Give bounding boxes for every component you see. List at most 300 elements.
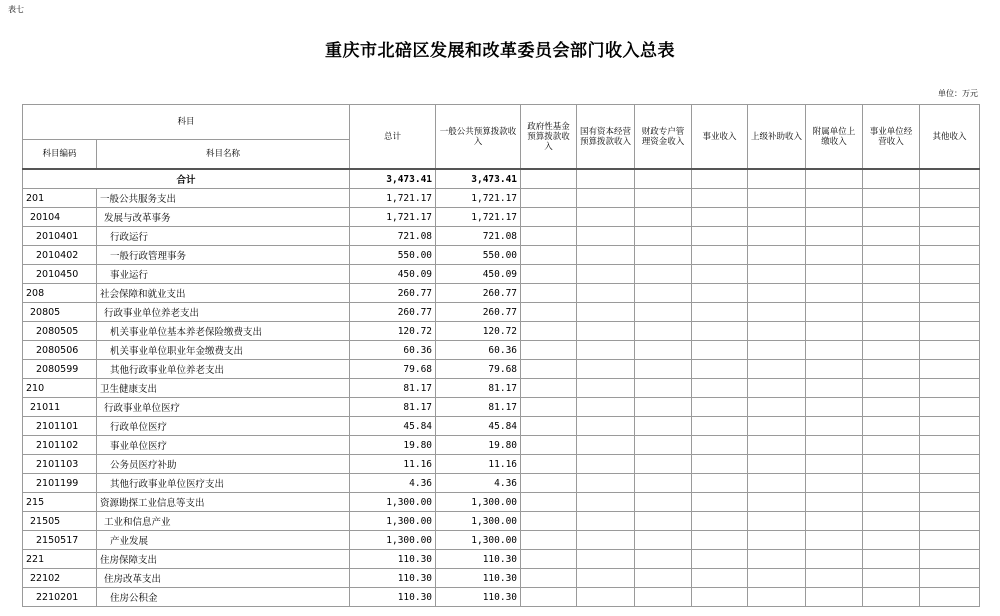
empty-cell bbox=[635, 398, 692, 417]
empty-cell bbox=[863, 436, 920, 455]
empty-cell bbox=[920, 284, 980, 303]
table-row bbox=[23, 398, 980, 417]
empty-cell bbox=[521, 208, 577, 227]
table-row bbox=[23, 550, 980, 569]
empty-cell bbox=[577, 417, 635, 436]
empty-cell bbox=[635, 588, 692, 607]
empty-cell bbox=[748, 227, 806, 246]
empty-cell bbox=[806, 436, 863, 455]
empty-cell bbox=[577, 208, 635, 227]
empty-cell bbox=[521, 531, 577, 550]
empty-cell bbox=[748, 341, 806, 360]
empty-cell bbox=[577, 474, 635, 493]
subject-name: 事业单位医疗 bbox=[97, 436, 350, 455]
amount-general-budget: 19.80 bbox=[436, 436, 521, 455]
empty-cell bbox=[748, 303, 806, 322]
subject-code: 201 bbox=[23, 189, 97, 208]
empty-cell bbox=[521, 436, 577, 455]
empty-cell bbox=[920, 189, 980, 208]
table-tag: 表七 bbox=[8, 5, 24, 14]
empty-cell bbox=[920, 265, 980, 284]
empty-cell bbox=[806, 588, 863, 607]
empty-cell bbox=[635, 455, 692, 474]
total-sum: 3,473.41 bbox=[350, 169, 436, 189]
empty-cell bbox=[920, 436, 980, 455]
empty-cell bbox=[692, 569, 748, 588]
empty-cell bbox=[863, 550, 920, 569]
table-row bbox=[23, 284, 980, 303]
table-row bbox=[23, 455, 980, 474]
amount-total: 81.17 bbox=[350, 379, 436, 398]
empty-cell bbox=[635, 417, 692, 436]
empty-cell bbox=[635, 474, 692, 493]
amount-general-budget: 120.72 bbox=[436, 322, 521, 341]
header-superior-subsidy: 上级补助收入 bbox=[748, 105, 806, 170]
subject-name: 公务员医疗补助 bbox=[97, 455, 350, 474]
empty-cell bbox=[521, 322, 577, 341]
subject-name: 行政单位医疗 bbox=[97, 417, 350, 436]
empty-cell bbox=[863, 341, 920, 360]
empty-cell bbox=[920, 417, 980, 436]
empty-cell bbox=[521, 341, 577, 360]
empty-cell bbox=[521, 417, 577, 436]
subject-code: 2080506 bbox=[23, 341, 97, 360]
amount-total: 60.36 bbox=[350, 341, 436, 360]
amount-total: 1,721.17 bbox=[350, 189, 436, 208]
table-row bbox=[23, 474, 980, 493]
subject-code: 2101103 bbox=[23, 455, 97, 474]
empty-cell bbox=[521, 398, 577, 417]
empty-cell bbox=[577, 341, 635, 360]
subject-code: 21011 bbox=[23, 398, 97, 417]
empty-cell bbox=[806, 531, 863, 550]
subject-name: 卫生健康支出 bbox=[97, 379, 350, 398]
empty-cell bbox=[577, 303, 635, 322]
empty-cell bbox=[920, 341, 980, 360]
empty-cell bbox=[635, 227, 692, 246]
subject-name: 资源勘探工业信息等支出 bbox=[97, 493, 350, 512]
empty-cell bbox=[920, 474, 980, 493]
amount-general-budget: 450.09 bbox=[436, 265, 521, 284]
amount-total: 450.09 bbox=[350, 265, 436, 284]
empty-cell bbox=[806, 550, 863, 569]
subject-code: 2101102 bbox=[23, 436, 97, 455]
table-row bbox=[23, 569, 980, 588]
empty-cell bbox=[521, 493, 577, 512]
empty-cell bbox=[748, 284, 806, 303]
subject-code: 2080505 bbox=[23, 322, 97, 341]
empty-cell bbox=[635, 303, 692, 322]
amount-total: 721.08 bbox=[350, 227, 436, 246]
header-other-income: 其他收入 bbox=[920, 105, 980, 170]
empty-cell bbox=[635, 322, 692, 341]
amount-total: 81.17 bbox=[350, 398, 436, 417]
empty-cell bbox=[692, 512, 748, 531]
subject-name: 其他行政事业单位医疗支出 bbox=[97, 474, 350, 493]
amount-total: 1,300.00 bbox=[350, 493, 436, 512]
empty-cell bbox=[577, 379, 635, 398]
subject-name: 产业发展 bbox=[97, 531, 350, 550]
subject-name: 机关事业单位基本养老保险缴费支出 bbox=[97, 322, 350, 341]
subject-code: 2101199 bbox=[23, 474, 97, 493]
amount-total: 4.36 bbox=[350, 474, 436, 493]
empty-cell bbox=[806, 455, 863, 474]
table-row bbox=[23, 227, 980, 246]
empty-cell bbox=[521, 569, 577, 588]
empty-cell bbox=[748, 455, 806, 474]
empty-cell bbox=[521, 360, 577, 379]
empty-cell bbox=[692, 227, 748, 246]
subject-code: 2210201 bbox=[23, 588, 97, 607]
table-row bbox=[23, 379, 980, 398]
empty-cell bbox=[521, 227, 577, 246]
empty-cell bbox=[806, 227, 863, 246]
income-summary-table bbox=[22, 104, 980, 607]
empty-cell bbox=[863, 246, 920, 265]
empty-cell bbox=[577, 531, 635, 550]
empty-cell bbox=[521, 550, 577, 569]
empty-cell bbox=[692, 322, 748, 341]
amount-general-budget: 1,300.00 bbox=[436, 493, 521, 512]
empty-cell bbox=[748, 360, 806, 379]
page-title: 重庆市北碚区发展和改革委员会部门收入总表 bbox=[325, 41, 675, 61]
subject-name: 机关事业单位职业年金缴费支出 bbox=[97, 341, 350, 360]
empty-cell bbox=[692, 341, 748, 360]
table-row bbox=[23, 493, 980, 512]
empty-cell bbox=[863, 455, 920, 474]
subject-code: 2101101 bbox=[23, 417, 97, 436]
empty-cell bbox=[806, 246, 863, 265]
table-row bbox=[23, 189, 980, 208]
empty-cell bbox=[635, 436, 692, 455]
empty-cell bbox=[692, 303, 748, 322]
empty-cell bbox=[692, 588, 748, 607]
empty-cell bbox=[920, 398, 980, 417]
empty-cell bbox=[635, 512, 692, 531]
table-row bbox=[23, 246, 980, 265]
amount-general-budget: 1,721.17 bbox=[436, 189, 521, 208]
empty-cell bbox=[863, 531, 920, 550]
table-row bbox=[23, 208, 980, 227]
header-subject: 科目 bbox=[23, 105, 350, 140]
empty-cell bbox=[920, 569, 980, 588]
empty-cell bbox=[692, 436, 748, 455]
empty-cell bbox=[577, 436, 635, 455]
empty-cell bbox=[635, 550, 692, 569]
empty-cell bbox=[806, 474, 863, 493]
subject-name: 一般公共服务支出 bbox=[97, 189, 350, 208]
subject-name: 住房保障支出 bbox=[97, 550, 350, 569]
table-row bbox=[23, 417, 980, 436]
empty-cell bbox=[692, 398, 748, 417]
subject-code: 2010450 bbox=[23, 265, 97, 284]
empty-cell bbox=[806, 189, 863, 208]
empty-cell bbox=[577, 398, 635, 417]
empty-cell bbox=[806, 417, 863, 436]
header-state-capital: 国有资本经营预算拨款收入 bbox=[577, 105, 635, 170]
amount-total: 550.00 bbox=[350, 246, 436, 265]
empty-cell bbox=[577, 360, 635, 379]
subject-name: 工业和信息产业 bbox=[97, 512, 350, 531]
empty-cell bbox=[806, 303, 863, 322]
amount-total: 110.30 bbox=[350, 569, 436, 588]
amount-general-budget: 45.84 bbox=[436, 417, 521, 436]
empty-cell bbox=[521, 189, 577, 208]
empty-cell bbox=[863, 189, 920, 208]
amount-general-budget: 110.30 bbox=[436, 588, 521, 607]
empty-cell bbox=[577, 588, 635, 607]
empty-cell bbox=[521, 246, 577, 265]
empty-cell bbox=[863, 322, 920, 341]
empty-cell bbox=[577, 246, 635, 265]
empty-cell bbox=[920, 303, 980, 322]
empty-cell bbox=[692, 493, 748, 512]
subject-code: 2010402 bbox=[23, 246, 97, 265]
header-affiliate-income: 附属单位上缴收入 bbox=[806, 105, 863, 170]
header-general-budget: 一般公共预算拨款收入 bbox=[436, 105, 521, 170]
subject-name: 行政事业单位养老支出 bbox=[97, 303, 350, 322]
empty-cell bbox=[692, 189, 748, 208]
empty-cell bbox=[806, 569, 863, 588]
header-subject-name: 科目名称 bbox=[97, 140, 350, 170]
subject-code: 21505 bbox=[23, 512, 97, 531]
empty-cell bbox=[692, 474, 748, 493]
empty-cell bbox=[748, 208, 806, 227]
subject-code: 20104 bbox=[23, 208, 97, 227]
empty-cell bbox=[521, 474, 577, 493]
amount-general-budget: 60.36 bbox=[436, 341, 521, 360]
empty-cell bbox=[920, 455, 980, 474]
empty-cell bbox=[635, 246, 692, 265]
header-gov-fund: 政府性基金预算拨款收入 bbox=[521, 105, 577, 170]
empty-cell bbox=[748, 569, 806, 588]
empty-cell bbox=[806, 322, 863, 341]
amount-total: 110.30 bbox=[350, 550, 436, 569]
amount-general-budget: 1,721.17 bbox=[436, 208, 521, 227]
amount-total: 1,300.00 bbox=[350, 531, 436, 550]
empty-cell bbox=[748, 550, 806, 569]
table-row bbox=[23, 322, 980, 341]
empty-cell bbox=[521, 284, 577, 303]
empty-cell bbox=[748, 417, 806, 436]
empty-cell bbox=[920, 360, 980, 379]
empty-cell bbox=[692, 550, 748, 569]
table-row bbox=[23, 436, 980, 455]
empty-cell bbox=[863, 493, 920, 512]
empty-cell bbox=[635, 284, 692, 303]
empty-cell bbox=[920, 550, 980, 569]
empty-cell bbox=[920, 588, 980, 607]
subject-code: 208 bbox=[23, 284, 97, 303]
amount-total: 11.16 bbox=[350, 455, 436, 474]
empty-cell bbox=[521, 588, 577, 607]
amount-general-budget: 110.30 bbox=[436, 569, 521, 588]
empty-cell bbox=[692, 379, 748, 398]
table-row bbox=[23, 265, 980, 284]
subject-name: 住房改革支出 bbox=[97, 569, 350, 588]
amount-general-budget: 79.68 bbox=[436, 360, 521, 379]
empty-cell bbox=[863, 284, 920, 303]
empty-cell bbox=[521, 379, 577, 398]
amount-total: 1,300.00 bbox=[350, 512, 436, 531]
subject-name: 发展与改革事务 bbox=[97, 208, 350, 227]
table-row bbox=[23, 360, 980, 379]
subject-name: 一般行政管理事务 bbox=[97, 246, 350, 265]
empty-cell bbox=[577, 569, 635, 588]
empty-cell bbox=[748, 512, 806, 531]
empty-cell bbox=[635, 379, 692, 398]
empty-cell bbox=[577, 550, 635, 569]
empty-cell bbox=[863, 208, 920, 227]
header-special-account: 财政专户管理资金收入 bbox=[635, 105, 692, 170]
empty-cell bbox=[920, 246, 980, 265]
empty-cell bbox=[635, 341, 692, 360]
empty-cell bbox=[577, 512, 635, 531]
amount-general-budget: 1,300.00 bbox=[436, 531, 521, 550]
empty-cell bbox=[806, 493, 863, 512]
subject-name: 行政运行 bbox=[97, 227, 350, 246]
empty-cell bbox=[920, 379, 980, 398]
header-total: 总计 bbox=[350, 105, 436, 170]
amount-total: 110.30 bbox=[350, 588, 436, 607]
amount-total: 260.77 bbox=[350, 284, 436, 303]
empty-cell bbox=[692, 208, 748, 227]
empty-cell bbox=[806, 341, 863, 360]
subject-code: 20805 bbox=[23, 303, 97, 322]
empty-cell bbox=[920, 493, 980, 512]
empty-cell bbox=[748, 265, 806, 284]
subject-code: 2010401 bbox=[23, 227, 97, 246]
empty-cell bbox=[748, 189, 806, 208]
empty-cell bbox=[577, 284, 635, 303]
header-operation-income: 事业单位经营收入 bbox=[863, 105, 920, 170]
empty-cell bbox=[806, 360, 863, 379]
empty-cell bbox=[806, 284, 863, 303]
empty-cell bbox=[863, 265, 920, 284]
empty-cell bbox=[863, 227, 920, 246]
empty-cell bbox=[692, 284, 748, 303]
empty-cell bbox=[692, 417, 748, 436]
subject-name: 事业运行 bbox=[97, 265, 350, 284]
empty-cell bbox=[748, 398, 806, 417]
subject-code: 215 bbox=[23, 493, 97, 512]
empty-cell bbox=[920, 531, 980, 550]
empty-cell bbox=[577, 227, 635, 246]
empty-cell bbox=[635, 265, 692, 284]
amount-total: 120.72 bbox=[350, 322, 436, 341]
amount-general-budget: 11.16 bbox=[436, 455, 521, 474]
table-row bbox=[23, 531, 980, 550]
empty-cell bbox=[635, 569, 692, 588]
empty-cell bbox=[920, 512, 980, 531]
empty-cell bbox=[521, 265, 577, 284]
header-business-income: 事业收入 bbox=[692, 105, 748, 170]
empty-cell bbox=[806, 208, 863, 227]
subject-code: 2150517 bbox=[23, 531, 97, 550]
empty-cell bbox=[863, 360, 920, 379]
empty-cell bbox=[748, 588, 806, 607]
empty-cell bbox=[748, 246, 806, 265]
subject-code: 22102 bbox=[23, 569, 97, 588]
empty-cell bbox=[863, 569, 920, 588]
empty-cell bbox=[863, 379, 920, 398]
empty-cell bbox=[863, 588, 920, 607]
empty-cell bbox=[863, 303, 920, 322]
empty-cell bbox=[863, 474, 920, 493]
empty-cell bbox=[692, 360, 748, 379]
empty-cell bbox=[806, 512, 863, 531]
amount-total: 1,721.17 bbox=[350, 208, 436, 227]
amount-total: 79.68 bbox=[350, 360, 436, 379]
empty-cell bbox=[521, 303, 577, 322]
empty-cell bbox=[521, 512, 577, 531]
empty-cell bbox=[748, 379, 806, 398]
table-row bbox=[23, 512, 980, 531]
empty-cell bbox=[748, 474, 806, 493]
empty-cell bbox=[635, 189, 692, 208]
table-row bbox=[23, 341, 980, 360]
empty-cell bbox=[748, 322, 806, 341]
empty-cell bbox=[692, 531, 748, 550]
subject-name: 社会保障和就业支出 bbox=[97, 284, 350, 303]
empty-cell bbox=[748, 493, 806, 512]
empty-cell bbox=[635, 493, 692, 512]
amount-total: 260.77 bbox=[350, 303, 436, 322]
total-general: 3,473.41 bbox=[436, 169, 521, 189]
empty-cell bbox=[863, 398, 920, 417]
amount-total: 19.80 bbox=[350, 436, 436, 455]
empty-cell bbox=[577, 189, 635, 208]
empty-cell bbox=[577, 455, 635, 474]
amount-general-budget: 110.30 bbox=[436, 550, 521, 569]
amount-general-budget: 81.17 bbox=[436, 398, 521, 417]
empty-cell bbox=[577, 322, 635, 341]
empty-cell bbox=[692, 455, 748, 474]
subject-code: 210 bbox=[23, 379, 97, 398]
subject-name: 住房公积金 bbox=[97, 588, 350, 607]
empty-cell bbox=[806, 379, 863, 398]
empty-cell bbox=[635, 208, 692, 227]
empty-cell bbox=[692, 246, 748, 265]
empty-cell bbox=[692, 265, 748, 284]
amount-general-budget: 550.00 bbox=[436, 246, 521, 265]
empty-cell bbox=[863, 417, 920, 436]
subject-code: 2080599 bbox=[23, 360, 97, 379]
table-row bbox=[23, 588, 980, 607]
empty-cell bbox=[806, 265, 863, 284]
empty-cell bbox=[521, 455, 577, 474]
empty-cell bbox=[577, 493, 635, 512]
empty-cell bbox=[806, 398, 863, 417]
amount-general-budget: 721.08 bbox=[436, 227, 521, 246]
subject-name: 其他行政事业单位养老支出 bbox=[97, 360, 350, 379]
amount-total: 45.84 bbox=[350, 417, 436, 436]
empty-cell bbox=[748, 436, 806, 455]
unit-label: 单位：万元 bbox=[938, 89, 978, 98]
subject-name: 行政事业单位医疗 bbox=[97, 398, 350, 417]
table-row bbox=[23, 303, 980, 322]
amount-general-budget: 260.77 bbox=[436, 284, 521, 303]
amount-general-budget: 1,300.00 bbox=[436, 512, 521, 531]
subject-code: 221 bbox=[23, 550, 97, 569]
header-subject-code: 科目编码 bbox=[23, 140, 97, 170]
empty-cell bbox=[920, 227, 980, 246]
total-row bbox=[23, 169, 980, 189]
empty-cell bbox=[635, 360, 692, 379]
amount-general-budget: 4.36 bbox=[436, 474, 521, 493]
empty-cell bbox=[863, 512, 920, 531]
empty-cell bbox=[920, 322, 980, 341]
